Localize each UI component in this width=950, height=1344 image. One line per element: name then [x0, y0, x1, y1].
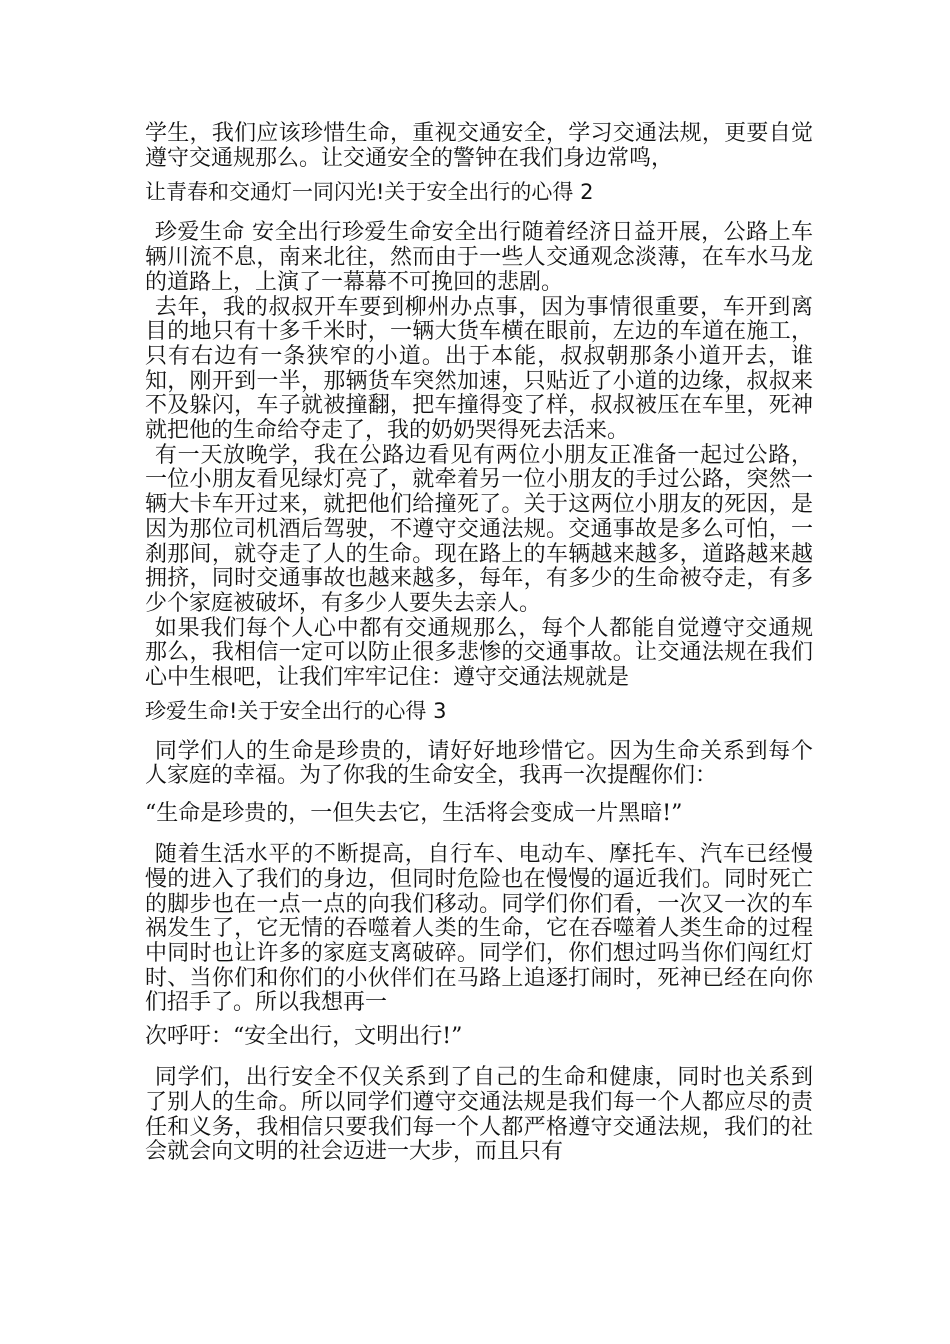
- section-heading-3: 珍爱生命!关于安全出行的心得 3: [145, 698, 447, 723]
- document-page: [145, 122, 813, 1165]
- paragraph-4: 有一天放晚学，我在公路边看见有两位小朋友正准备一起过公路，一位小朋友看见绿灯亮了，就牵着另一位小朋友的手过公路，突然一辆大卡车开过来，就把他们给撞死了。关于这两位小朋友的死因，是因为那位司机酒后驾驶，不遵守交通法规。交通事故是多么可怕，一刹那间，就夺走了人的生命。现在路上的车辆越来越多，道路越来越拥挤，同时交通事故也越来越多，每年，有多少的生命被夺走，有多少个家庭被破坏，有多少人要失去亲人。: [145, 442, 813, 616]
- paragraph-8: 同学们，出行安全不仅关系到了自己的生命和健康，同时也关系到了别人的生命。所以同学们遵守交通法规是我们每一个人都应尽的责任和义务，我相信只要我们每一个人都严格遵守交通法规，我们的社会就会向文明的社会迈进一大步，而且只有: [145, 1065, 813, 1165]
- section-heading-2: 让青春和交通灯一同闪光!关于安全出行的心得 2: [145, 180, 594, 205]
- paragraph-2: 珍爱生命 安全出行珍爱生命安全出行随着经济日益开展，公路上车辆川流不息，南来北往，然而由于一些人交通观念淡薄，在车水马龙的道路上，上演了一幕幕不可挽回的悲剧。: [145, 220, 813, 295]
- appeal-line: 次呼吁：“安全出行，文明出行!”: [145, 1024, 463, 1050]
- paragraph-5: 如果我们每个人心中都有交通规那么，每个人都能自觉遵守交通规那么，我相信一定可以防止很多悲惨的交通事故。让交通法规在我们心中生根吧，让我们牢牢记住：遵守交通法规就是: [145, 615, 813, 691]
- quote-line: “生命是珍贵的，一但失去它，生活将会变成一片黑暗!”: [145, 801, 683, 827]
- paragraph-6: 同学们人的生命是珍贵的，请好好地珍惜它。因为生命关系到每个人家庭的幸福。为了你我的生命安全，我再一次提醒你们：: [145, 738, 813, 789]
- paragraph-7: 随着生活水平的不断提高，自行车、电动车、摩托车、汽车已经慢慢的进入了我们的身边，但同时危险也在慢慢的逼近我们。同时死亡的脚步也在一点一点的向我们移动。同学们你们看，一次又一次的车祸发生了，它无情的吞噬着人类的生命，它在吞噬着人类生命的过程中同时也让许多的家庭支离破碎。同学们，你们想过吗当你们闯红灯时、当你们和你们的小伙伴们在马路上追逐打闹时，死神已经在向你们招手了。所以我想再一: [145, 842, 813, 1016]
- paragraph-1: 学生，我们应该珍惜生命，重视交通安全，学习交通法规，更要自觉遵守交通规那么。让交通安全的警钟在我们身边常鸣，: [145, 121, 813, 171]
- paragraph-3: 去年，我的叔叔开车要到柳州办点事，因为事情很重要，车开到离目的地只有十多千米时，一辆大货车横在眼前，左边的车道在施工，只有右边有一条狭窄的小道。出于本能，叔叔朝那条小道开去，谁知，刚开到一半，那辆货车突然加速，只贴近了小道的边缘，叔叔来不及躲闪，车子就被撞翻，把车撞得变了样，叔叔被压在车里，死神就把他的生命给夺走了，我的奶奶哭得死去活来。: [145, 294, 813, 444]
